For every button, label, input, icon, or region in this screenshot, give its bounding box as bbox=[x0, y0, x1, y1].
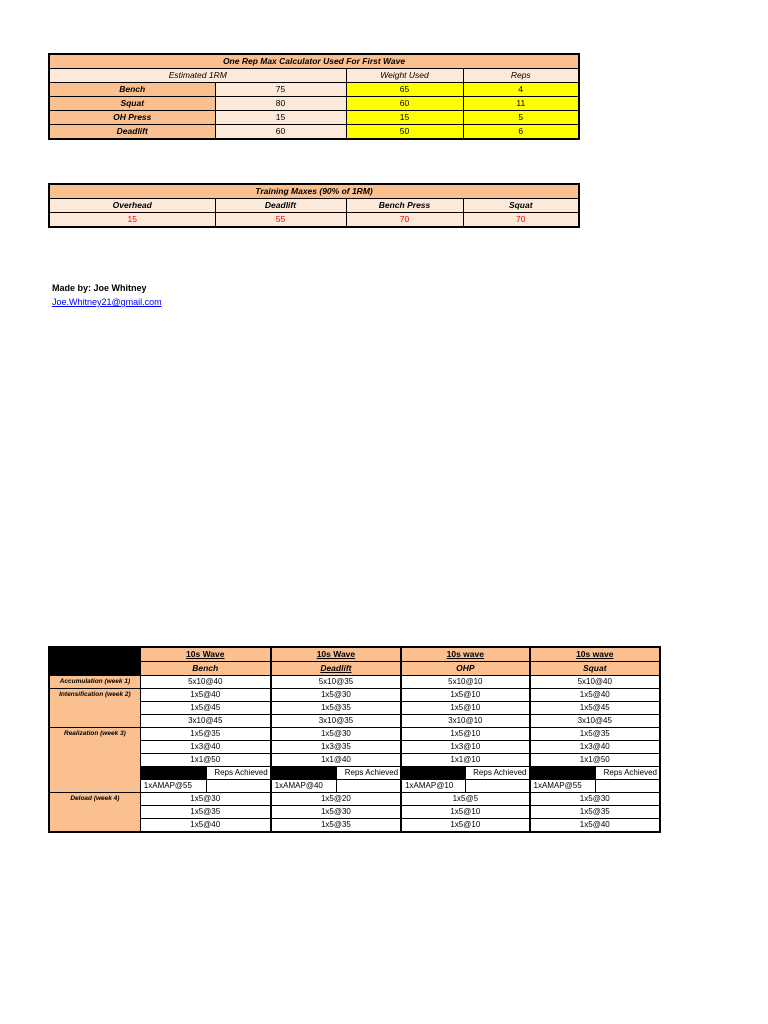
phase-realization: Realization (week 3) bbox=[49, 728, 140, 793]
tm-value-squat: 70 bbox=[463, 213, 579, 228]
table-row bbox=[49, 689, 660, 702]
set-cell[interactable]: 5x10@10 bbox=[401, 676, 529, 689]
wave-title-ohp: 10s wave bbox=[401, 647, 529, 662]
set-cell[interactable]: 1x1@40 bbox=[271, 754, 401, 767]
lift-name: Bench bbox=[49, 83, 215, 97]
amap-set-deadlift[interactable]: 1xAMAP@40 bbox=[271, 780, 337, 793]
set-cell[interactable]: 1x5@5 bbox=[401, 793, 529, 806]
set-cell[interactable]: 1x1@10 bbox=[401, 754, 529, 767]
set-cell[interactable]: 1x3@35 bbox=[271, 741, 401, 754]
set-cell[interactable]: 1x5@35 bbox=[530, 728, 660, 741]
phase-deload: Deload (week 4) bbox=[49, 793, 140, 833]
set-cell[interactable]: 1x5@35 bbox=[530, 806, 660, 819]
reps-achieved-input[interactable] bbox=[207, 780, 271, 793]
reps-achieved-label: Reps Achieved bbox=[465, 767, 529, 780]
tm-header-overhead: Overhead bbox=[49, 199, 215, 213]
table-row bbox=[49, 806, 660, 819]
reps-achieved-label: Reps Achieved bbox=[596, 767, 660, 780]
weight-used-value[interactable]: 65 bbox=[346, 83, 463, 97]
training-maxes-table bbox=[48, 183, 580, 228]
black-filler bbox=[271, 767, 337, 780]
set-cell[interactable]: 1x5@35 bbox=[271, 819, 401, 833]
lift-header-bench: Bench bbox=[140, 662, 270, 676]
table-row bbox=[49, 728, 660, 741]
reps-value[interactable]: 5 bbox=[463, 111, 579, 125]
estimated-1rm-value[interactable]: 15 bbox=[215, 111, 346, 125]
set-cell[interactable]: 3x10@10 bbox=[401, 715, 529, 728]
estimated-1rm-value[interactable]: 60 bbox=[215, 125, 346, 140]
set-cell[interactable]: 5x10@40 bbox=[140, 676, 270, 689]
set-cell[interactable]: 1x5@10 bbox=[401, 819, 529, 833]
set-cell[interactable]: 3x10@45 bbox=[530, 715, 660, 728]
tm-value-deadlift: 55 bbox=[215, 213, 346, 228]
set-cell[interactable]: 1x5@30 bbox=[271, 728, 401, 741]
wave-title-bench: 10s Wave bbox=[140, 647, 270, 662]
lift-header-squat: Squat bbox=[530, 662, 660, 676]
tm-header-deadlift: Deadlift bbox=[215, 199, 346, 213]
reps-achieved-label: Reps Achieved bbox=[207, 767, 271, 780]
reps-value[interactable]: 4 bbox=[463, 83, 579, 97]
table-row bbox=[49, 767, 660, 780]
phase-accumulation: Accumulation (week 1) bbox=[49, 676, 140, 689]
set-cell[interactable]: 3x10@35 bbox=[271, 715, 401, 728]
amap-set-bench[interactable]: 1xAMAP@55 bbox=[140, 780, 206, 793]
reps-value[interactable]: 11 bbox=[463, 97, 579, 111]
tm-value-bench-press: 70 bbox=[346, 213, 463, 228]
amap-set-ohp[interactable]: 1xAMAP@10 bbox=[401, 780, 465, 793]
set-cell[interactable]: 1x5@40 bbox=[140, 819, 270, 833]
weight-used-value[interactable]: 60 bbox=[346, 97, 463, 111]
email-link[interactable]: Joe.Whitney21@gmail.com bbox=[52, 297, 162, 307]
set-cell[interactable]: 1x5@30 bbox=[140, 793, 270, 806]
table-row bbox=[49, 780, 660, 793]
reps-achieved-input[interactable] bbox=[465, 780, 529, 793]
table-row bbox=[49, 793, 660, 806]
set-cell[interactable]: 1x5@45 bbox=[530, 702, 660, 715]
reps-achieved-input[interactable] bbox=[596, 780, 660, 793]
one-rep-max-title: One Rep Max Calculator Used For First Wave bbox=[49, 54, 579, 69]
tm-value-overhead: 15 bbox=[49, 213, 215, 228]
col-weight-used: Weight Used bbox=[346, 69, 463, 83]
reps-achieved-label: Reps Achieved bbox=[337, 767, 401, 780]
set-cell[interactable]: 1x5@30 bbox=[271, 806, 401, 819]
wave-title-squat: 10s wave bbox=[530, 647, 660, 662]
set-cell[interactable]: 5x10@35 bbox=[271, 676, 401, 689]
estimated-1rm-value[interactable]: 80 bbox=[215, 97, 346, 111]
table-row bbox=[49, 83, 579, 97]
set-cell[interactable]: 1x5@40 bbox=[530, 819, 660, 833]
set-cell[interactable]: 1x3@40 bbox=[140, 741, 270, 754]
estimated-1rm-value[interactable]: 75 bbox=[215, 83, 346, 97]
wave-program-table bbox=[48, 646, 661, 833]
table-row bbox=[49, 819, 660, 833]
phase-intensification: Intensification (week 2) bbox=[49, 689, 140, 728]
set-cell[interactable]: 1x5@10 bbox=[401, 728, 529, 741]
set-cell[interactable]: 1x5@10 bbox=[401, 806, 529, 819]
col-reps: Reps bbox=[463, 69, 579, 83]
table-row bbox=[49, 715, 660, 728]
corner-cell bbox=[49, 647, 140, 676]
black-filler bbox=[140, 767, 206, 780]
set-cell[interactable]: 1x5@40 bbox=[530, 689, 660, 702]
table-row bbox=[49, 111, 579, 125]
black-filler bbox=[530, 767, 596, 780]
set-cell[interactable]: 5x10@40 bbox=[530, 676, 660, 689]
set-cell[interactable]: 1x5@10 bbox=[401, 689, 529, 702]
training-maxes-title: Training Maxes (90% of 1RM) bbox=[49, 184, 579, 199]
tm-header-bench-press: Bench Press bbox=[346, 199, 463, 213]
set-cell[interactable]: 1x5@35 bbox=[140, 806, 270, 819]
table-row bbox=[49, 97, 579, 111]
set-cell[interactable]: 1x5@45 bbox=[140, 702, 270, 715]
set-cell[interactable]: 1x5@30 bbox=[271, 689, 401, 702]
lift-header-deadlift: Deadlift bbox=[271, 662, 401, 676]
one-rep-max-table bbox=[48, 53, 580, 140]
amap-set-squat[interactable]: 1xAMAP@55 bbox=[530, 780, 596, 793]
tm-header-squat: Squat bbox=[463, 199, 579, 213]
set-cell[interactable]: 1x5@30 bbox=[530, 793, 660, 806]
set-cell[interactable]: 3x10@45 bbox=[140, 715, 270, 728]
lift-name: Deadlift bbox=[49, 125, 215, 140]
set-cell[interactable]: 1x5@40 bbox=[140, 689, 270, 702]
weight-used-value[interactable]: 15 bbox=[346, 111, 463, 125]
set-cell[interactable]: 1x3@40 bbox=[530, 741, 660, 754]
set-cell[interactable]: 1x5@20 bbox=[271, 793, 401, 806]
made-by-text: Made by: Joe Whitney bbox=[52, 283, 147, 293]
weight-used-value[interactable]: 50 bbox=[346, 125, 463, 140]
reps-value[interactable]: 6 bbox=[463, 125, 579, 140]
lift-name: OH Press bbox=[49, 111, 215, 125]
set-cell[interactable]: 1x3@10 bbox=[401, 741, 529, 754]
set-cell[interactable]: 1x5@35 bbox=[140, 728, 270, 741]
table-row bbox=[49, 702, 660, 715]
set-cell[interactable]: 1x1@50 bbox=[140, 754, 270, 767]
set-cell[interactable]: 1x1@50 bbox=[530, 754, 660, 767]
lift-header-ohp: OHP bbox=[401, 662, 529, 676]
wave-title-deadlift: 10s Wave bbox=[271, 647, 401, 662]
reps-achieved-input[interactable] bbox=[337, 780, 401, 793]
set-cell[interactable]: 1x5@10 bbox=[401, 702, 529, 715]
set-cell[interactable]: 1x5@35 bbox=[271, 702, 401, 715]
col-estimated-1rm: Estimated 1RM bbox=[49, 69, 346, 83]
black-filler bbox=[401, 767, 465, 780]
table-row bbox=[49, 676, 660, 689]
table-row bbox=[49, 125, 579, 140]
lift-name: Squat bbox=[49, 97, 215, 111]
table-row bbox=[49, 741, 660, 754]
table-row bbox=[49, 754, 660, 767]
